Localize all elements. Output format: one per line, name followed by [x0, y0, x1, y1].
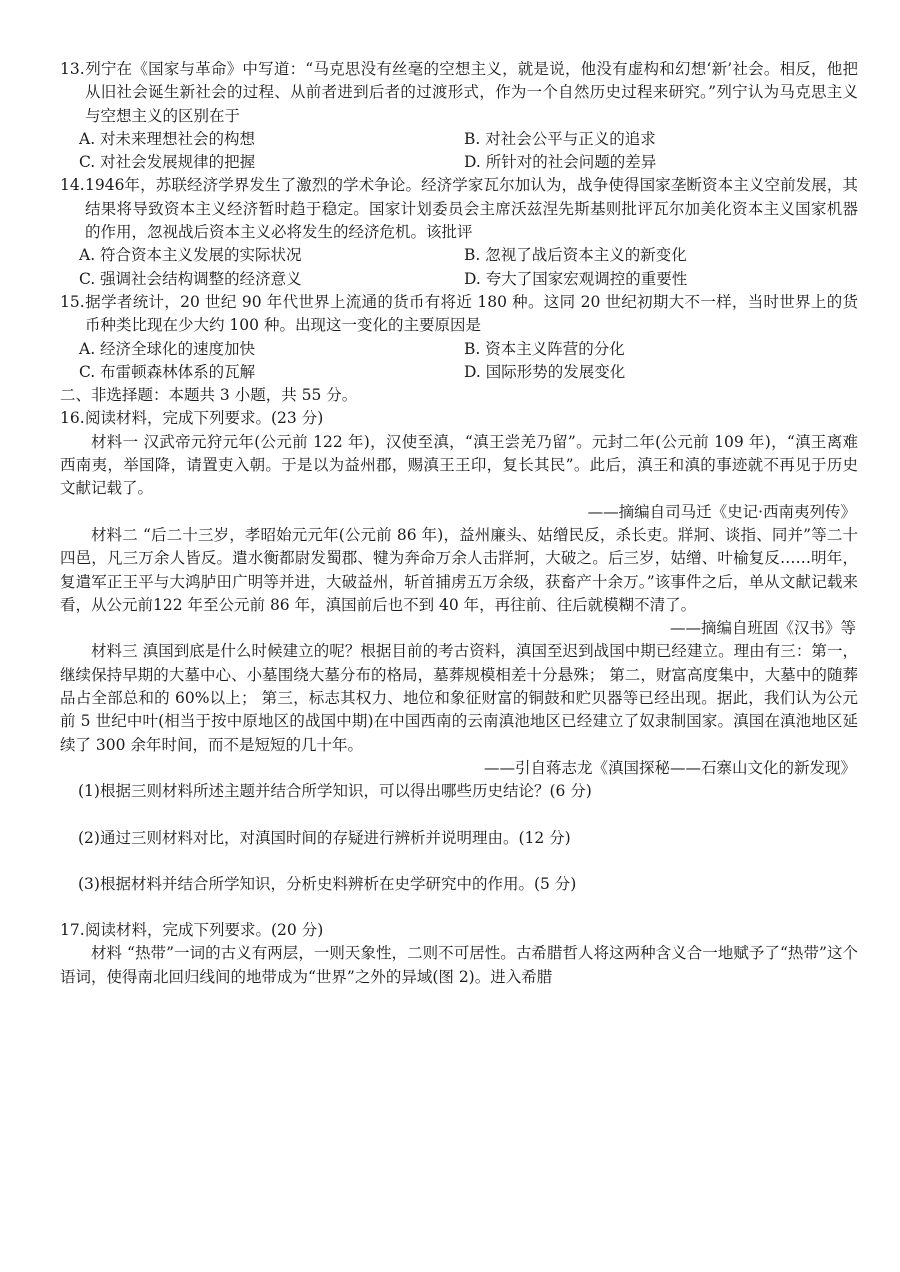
- question-stem: [60, 919, 858, 942]
- material-1-source: ——摘编自司马迁《史记·西南夷列传》: [587, 502, 856, 521]
- question-text: 阅读材料，完成下列要求。(20 分): [85, 921, 324, 940]
- option-b: B. 忽视了战后资本主义的新变化: [464, 246, 687, 265]
- option-d: D. 夸大了国家宏观调控的重要性: [464, 269, 688, 288]
- question-13: [60, 58, 858, 174]
- sub-question-2: (2)通过三则材料对比，对滇国时间的存疑进行辨析并说明理由。(12 分): [78, 828, 571, 847]
- question-stem: [60, 174, 858, 244]
- question-text: 1946年，苏联经济学界发生了激烈的学术争论。经济学家瓦尔加认为，战争使得国家垄断资本主义空前发展，其结果将导致资本主义经济暂时趋于稳定。国家计划委员会主席沃兹涅先斯基则批评瓦尔加美化资本主义国家机器的作用，忽视战后资本主义必将发生的经济危机。该批评: [85, 176, 858, 242]
- material-1: 材料 “热带”一词的古义有两层，一则天象性，二则不可居性。古希腊哲人将这两种含义合一地赋予了“热带”这个语词，使得南北回归线间的地带成为“世界”之外的异域(图 2)。进入希腊: [60, 944, 858, 986]
- question-text: 列宁在《国家与革命》中写道：“马克思没有丝毫的空想主义，就是说，他没有虚构和幻想‘新’社会。相反，他把从旧社会诞生新社会的过程、从前者进到后者的过渡形式，作为一个自然历史过程来研究。”列宁认为马克思主义与空想主义的区别在于: [85, 60, 858, 125]
- question-17: [60, 919, 858, 989]
- material-1: 材料一 汉武帝元狩元年(公元前 122 年)，汉使至滇，“滇王尝羌乃留”。元封二年(公元前 109 年)，“滇王离难西南夷，举国降，请置吏入朝。于是以为益州郡，赐滇王王印，复长其民”。此后，滇王和滇的事迹就不再见于历史文献记载了。: [60, 432, 858, 498]
- material-3-source: ——引自蒋志龙《滇国探秘——石寨山文化的新发现》: [483, 758, 856, 777]
- question-text: 阅读材料，完成下列要求。(23 分): [85, 409, 324, 428]
- question-15: [60, 291, 858, 384]
- section-heading: 二、非选择题：本题共 3 小题，共 55 分。: [60, 386, 358, 405]
- question-text: 据学者统计，20 世纪 90 年代世界上流通的货币有将近 180 种。这同 20 世纪初期大不一样，当时世界上的货币种类比现在少大约 100 种。出现这一变化的主要原因是: [85, 292, 858, 335]
- question-number: 15.: [60, 292, 85, 311]
- option-a: A. 对未来理想社会的构想: [79, 129, 256, 148]
- sub-question-1: (1)根据三则材料所述主题并结合所学知识，可以得出哪些历史结论？(6 分): [78, 782, 592, 801]
- question-stem: [60, 291, 858, 338]
- option-b: B. 对社会公平与正义的追求: [464, 129, 656, 148]
- question-16: [60, 407, 858, 896]
- option-c: C. 对社会发展规律的把握: [79, 153, 256, 172]
- question-stem: [60, 407, 858, 430]
- option-d: D. 所针对的社会问题的差异: [464, 153, 657, 172]
- question-number: 13.: [60, 60, 85, 78]
- options-grid: [60, 128, 858, 175]
- option-c: C. 布雷顿森林体系的瓦解: [79, 362, 256, 381]
- options-grid: [60, 244, 858, 291]
- option-d: D. 国际形势的发展变化: [464, 362, 626, 381]
- exam-page: [60, 58, 858, 989]
- question-number: 16.: [60, 409, 85, 428]
- option-c: C. 强调社会结构调整的经济意义: [79, 269, 302, 288]
- material-2: 材料二 “后二十三岁，孝昭始元元年(公元前 86 年)，益州廉头、姑缯民反，杀长吏。牂牁、谈指、同并”等二十四邑，凡三万余人皆反。遣水衡都尉发蜀郡、犍为奔命万余人击牂牁，大破之。后三岁，姑缯、叶榆复反……明年，复遣军正王平与大鸿胪田广明等并进，大破益州，斩首捕虏五万余级，获畜产十余万。”该事件之后，单从文献记载来看，从公元前122 年至公元前 86 年，滇国前后也不到 40 年，再往前、往后就模糊不清了。: [60, 525, 858, 614]
- sub-question-3: (3)根据材料并结合所学知识，分析史料辨析在史学研究中的作用。(5 分): [78, 874, 577, 893]
- question-number: 17.: [60, 921, 85, 940]
- material-2-source: ——摘编自班固《汉书》等: [669, 619, 856, 638]
- question-stem: [60, 58, 858, 128]
- material-3: 材料三 滇国到底是什么时候建立的呢？根据目前的考古资料，滇国至迟到战国中期已经建立。理由有三：第一，继续保持早期的大墓中心、小墓围绕大墓分布的格局，墓葬规模相差十分悬殊； 第二，财富高度集中，大墓中的随葬品占全部总和的 60%以上； 第三，标志其权力、地位和象征财富的铜鼓和贮贝器等已经出现。据此，我们认为公元前 5 世纪中叶(相当于按中原地区的战国中期)在中国西南的云南滇池地区已经建立了奴隶制国家。滇国在滇池地区延续了 300 余年时间，而不是短短的几十年。: [60, 642, 858, 754]
- question-14: [60, 174, 858, 290]
- options-grid: [60, 338, 858, 385]
- option-a: A. 经济全球化的速度加快: [79, 339, 256, 358]
- question-number: 14.: [60, 176, 85, 195]
- option-b: B. 资本主义阵营的分化: [464, 339, 625, 358]
- option-a: A. 符合资本主义发展的实际状况: [79, 246, 302, 265]
